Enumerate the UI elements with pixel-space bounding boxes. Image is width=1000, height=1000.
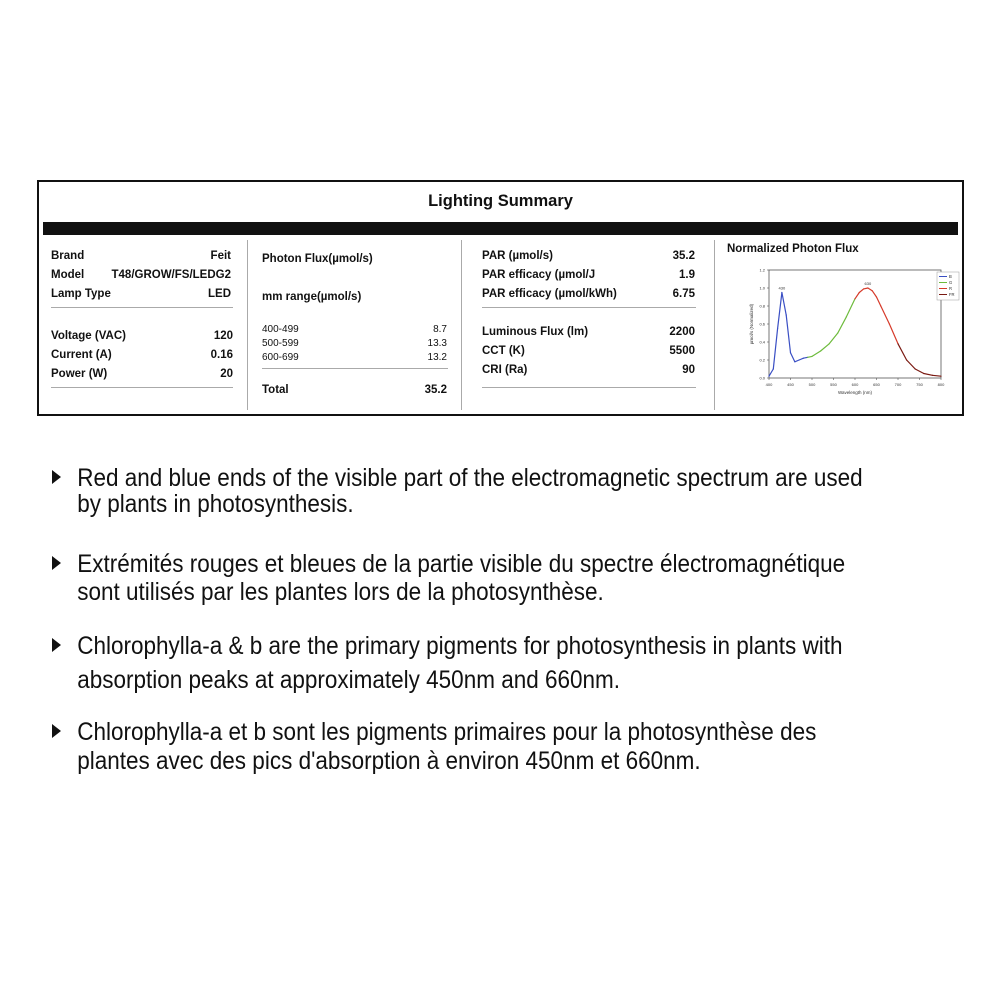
y-axis-label: µmol/s (Normalized): [749, 303, 754, 345]
col1-divider: [51, 307, 233, 308]
flux-curve-segment: [821, 344, 830, 351]
luminous-flux-value: 2200: [669, 326, 695, 338]
flux-curve-segment: [889, 324, 898, 344]
flux-data-point: [872, 290, 873, 291]
brand-label: Brand: [51, 250, 85, 262]
flux-curve-segment: [907, 360, 916, 369]
x-tick-label: 500: [808, 382, 816, 387]
bullet-4-line-1: Chlorophylla-a et b sont les pigments primaires pour la photosynthèse des: [77, 718, 817, 746]
range-row-2-label: 500-599: [262, 338, 299, 349]
x-tick-label: 450: [787, 382, 794, 387]
flux-data-point: [799, 360, 800, 361]
flux-data-point: [855, 298, 856, 299]
cct-label: CCT (K): [482, 345, 525, 357]
lamp-type-value: LED: [208, 288, 231, 300]
flux-data-point: [781, 292, 782, 293]
voltage-value: 120: [213, 330, 233, 342]
current-label: Current (A): [51, 349, 112, 361]
flux-data-point: [790, 352, 791, 353]
y-tick-label: 0.0: [759, 375, 765, 381]
flux-data-point: [932, 375, 933, 376]
flux-data-point: [807, 357, 808, 358]
flux-curve-segment: [778, 293, 782, 329]
bullet-arrow-icon: [52, 724, 61, 738]
chart-title: Normalized Photon Flux: [727, 243, 859, 255]
col2-divider: [262, 368, 448, 369]
lighting-summary-box: [37, 180, 964, 416]
flux-curve-segment: [829, 333, 838, 344]
par-value: 35.2: [672, 250, 695, 262]
flux-curve-segment: [791, 353, 795, 362]
flux-curve-segment: [877, 297, 881, 306]
bullet-2-line-2: sont utilisés par les plantes lors de la photosynthèse.: [77, 578, 604, 606]
par-efficacy-value: 1.9: [679, 269, 695, 281]
flux-data-point: [777, 328, 778, 329]
bullet-1-line-1: Red and blue ends of the visible part of the electromagnetic spectrum are used: [77, 464, 863, 492]
cri-label: CRI (Ra): [482, 364, 528, 376]
flux-data-point: [859, 292, 860, 293]
range-row-1-label: 400-499: [262, 324, 299, 335]
peak-annotation: 430: [778, 285, 786, 291]
photon-flux-header: Photon Flux(µmol/s): [262, 253, 373, 265]
total-label: Total: [262, 384, 289, 396]
flux-curve-segment: [782, 293, 786, 316]
flux-curve-segment: [812, 351, 821, 356]
flux-curve-segment: [786, 315, 790, 353]
x-tick-label: 400: [765, 382, 773, 387]
flux-curve-segment: [799, 358, 803, 360]
x-tick-label: 650: [873, 382, 880, 387]
flux-data-point: [786, 315, 787, 316]
flux-data-point: [820, 351, 821, 352]
bullet-arrow-icon: [52, 638, 61, 652]
flux-curve-segment: [808, 356, 812, 357]
power-value: 20: [220, 368, 233, 380]
current-value: 0.16: [210, 349, 233, 361]
par-efficacy-kwh-value: 6.75: [672, 288, 695, 300]
x-axis-label: Wavelength (nm): [837, 390, 873, 395]
flux-curve-segment: [924, 374, 933, 376]
flux-curve-segment: [864, 288, 868, 289]
flux-data-point: [863, 288, 864, 289]
flux-data-point: [898, 343, 899, 344]
range-row-3-value: 13.2: [427, 352, 447, 363]
normalized-photon-flux-chart: [739, 262, 964, 407]
x-tick-label: 700: [894, 382, 902, 387]
flux-data-point: [812, 356, 813, 357]
flux-data-point: [876, 297, 877, 298]
flux-data-point: [794, 361, 795, 362]
bullet-1-line-2: by plants in photosynthesis.: [77, 490, 354, 518]
legend-label: R: [949, 286, 953, 291]
legend-label: B: [949, 274, 952, 279]
total-value: 35.2: [424, 384, 447, 396]
par-label: PAR (µmol/s): [482, 250, 553, 262]
flux-curve-segment: [932, 375, 941, 376]
flux-data-point: [829, 343, 830, 344]
bullet-4-line-2: plantes avec des pics d'absorption à environ 450nm et 660nm.: [77, 747, 701, 775]
range-row-3-label: 600-699: [262, 352, 299, 363]
flux-curve-segment: [846, 299, 855, 317]
flux-data-point: [889, 324, 890, 325]
y-tick-label: 0.4: [759, 339, 765, 345]
summary-title: Lighting Summary: [428, 192, 573, 210]
y-tick-label: 1.2: [759, 267, 765, 273]
column-separator-1: [247, 240, 248, 410]
model-value: T48/GROW/FS/LEDG2: [111, 269, 231, 281]
peak-annotation: 630: [864, 281, 872, 286]
col3-divider: [482, 307, 696, 308]
mm-range-header: mm range(µmol/s): [262, 291, 362, 303]
flux-data-point: [867, 288, 868, 289]
col1-bottom-divider: [51, 387, 233, 388]
flux-curve-segment: [795, 360, 799, 362]
voltage-label: Voltage (VAC): [51, 330, 126, 342]
flux-curve-segment: [872, 291, 876, 297]
bullet-arrow-icon: [52, 556, 61, 570]
flux-curve-segment: [803, 357, 807, 358]
par-efficacy-label: PAR efficacy (µmol/J: [482, 269, 596, 281]
flux-data-point: [906, 360, 907, 361]
flux-data-point: [846, 316, 847, 317]
y-tick-label: 0.6: [759, 321, 765, 327]
flux-curve-segment: [773, 329, 777, 370]
column-separator-2: [461, 240, 462, 410]
y-tick-label: 0.2: [759, 357, 765, 363]
flux-data-point: [941, 376, 942, 377]
x-tick-label: 750: [916, 382, 923, 387]
flux-curve-segment: [881, 306, 890, 324]
par-efficacy-kwh-label: PAR efficacy (µmol/kWh): [482, 288, 617, 300]
flux-curve-segment: [855, 293, 859, 299]
y-tick-label: 0.8: [759, 303, 765, 309]
bullet-2-line-1: Extrémités rouges et bleues de la partie visible du spectre électromagnétique: [77, 550, 846, 578]
flux-curve-segment: [915, 369, 924, 374]
flux-data-point: [769, 376, 770, 377]
model-label: Model: [51, 269, 85, 281]
power-label: Power (W): [51, 368, 108, 380]
flux-curve-segment: [868, 288, 872, 291]
range-row-2-value: 13.3: [427, 338, 447, 349]
cri-value: 90: [682, 364, 695, 376]
flux-curve-segment: [769, 369, 773, 376]
legend-label: G: [949, 280, 953, 285]
range-row-1-value: 8.7: [433, 324, 447, 335]
flux-data-point: [773, 369, 774, 370]
flux-data-point: [880, 306, 881, 307]
x-tick-label: 550: [830, 382, 837, 387]
flux-data-point: [915, 369, 916, 370]
flux-data-point: [837, 333, 838, 334]
legend-label: FR: [949, 292, 955, 297]
flux-curve-segment: [859, 289, 863, 293]
bullet-arrow-icon: [52, 470, 61, 484]
brand-value: Feit: [210, 250, 231, 262]
luminous-flux-label: Luminous Flux (lm): [482, 326, 589, 338]
bullet-3-line-1: Chlorophylla-a & b are the primary pigments for photosynthesis in plants with: [77, 632, 843, 660]
flux-data-point: [923, 373, 924, 374]
y-tick-label: 1.0: [759, 285, 765, 291]
flux-curve-segment: [898, 344, 907, 360]
x-tick-label: 600: [851, 382, 859, 387]
x-tick-label: 800: [937, 382, 945, 387]
column-separator-3: [714, 240, 715, 410]
title-divider-bar: [43, 222, 958, 235]
lamp-type-label: Lamp Type: [51, 288, 111, 300]
col3-bottom-divider: [482, 387, 696, 388]
flux-data-point: [803, 358, 804, 359]
bullet-3-line-2: absorption peaks at approximately 450nm and 660nm.: [77, 666, 621, 694]
flux-curve-segment: [838, 317, 847, 333]
cct-value: 5500: [669, 345, 695, 357]
